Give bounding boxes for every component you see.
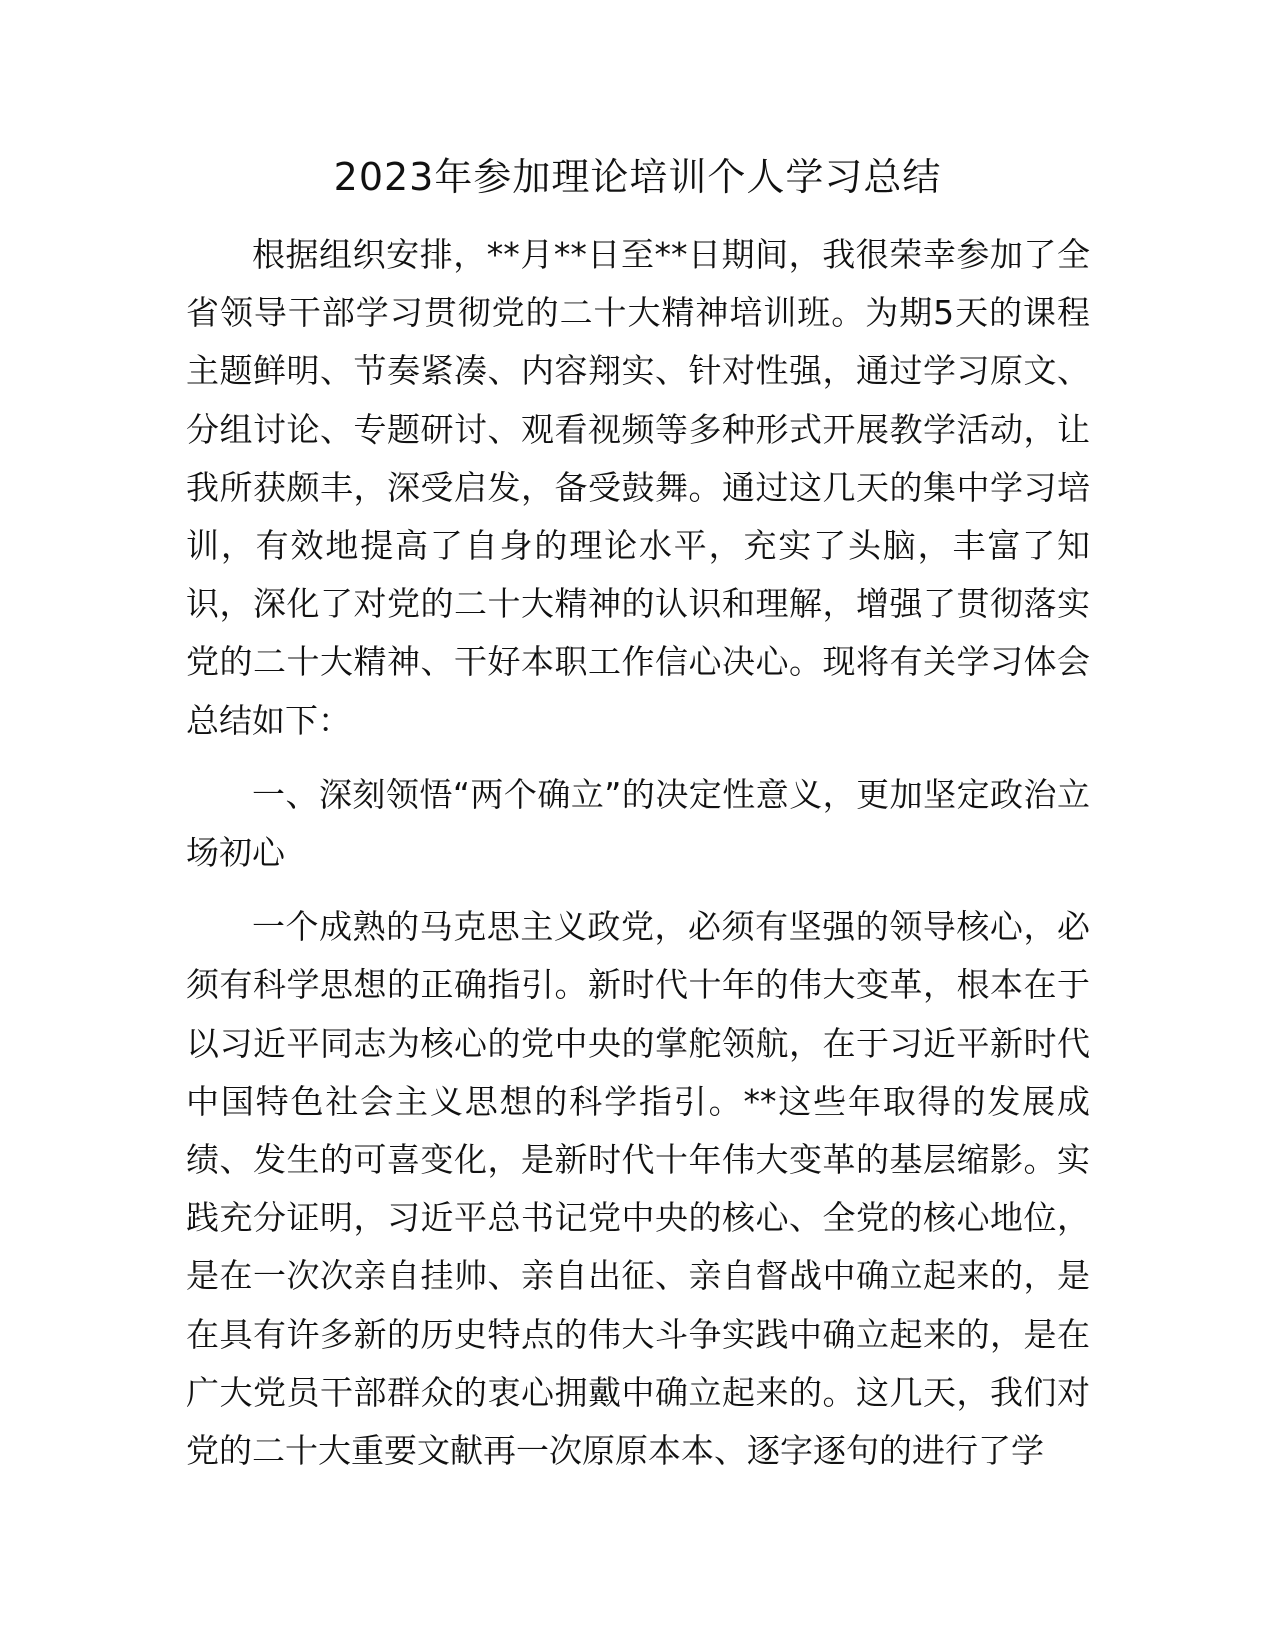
document-body (186, 226, 1090, 1480)
intro-paragraph: 根据组织安排，**月**日至**日期间，我很荣幸参加了全省领导干部学习贯彻党的二十大精神培训班。为期5天的课程主题鲜明、节奏紧凑、内容翔实、针对性强，通过学习原文、分组讨论、专题研讨、观看视频等多种形式开展教学活动，让我所获颇丰，深受启发，备受鼓舞。通过这几天的集中学习培训，有效地提高了自身的理论水平，充实了头脑，丰富了知识，深化了对党的二十大精神的认识和理解，增强了贯彻落实党的二十大精神、干好本职工作信心决心。现将有关学习体会总结如下： (186, 235, 1090, 740)
section-1-paragraph: 一个成熟的马克思主义政党，必须有坚强的领导核心，必须有科学思想的正确指引。新时代十年的伟大变革，根本在于以习近平同志为核心的党中央的掌舵领航，在于习近平新时代中国特色社会主义思想的科学指引。**这些年取得的发展成绩、发生的可喜变化，是新时代十年伟大变革的基层缩影。实践充分证明，习近平总书记党中央的核心、全党的核心地位，是在一次次亲自挂帅、亲自出征、亲自督战中确立起来的，是在具有许多新的历史特点的伟大斗争实践中确立起来的，是在广大党员干部群众的衷心拥戴中确立起来的。这几天，我们对党的二十大重要文献再一次原原本本、逐字逐句的进行了学 (186, 907, 1090, 1471)
section-heading-1: 一、深刻领悟“两个确立”的决定性意义，更加坚定政治立场初心 (186, 774, 1090, 873)
document-title: 2023年参加理论培训个人学习总结 (333, 155, 942, 199)
